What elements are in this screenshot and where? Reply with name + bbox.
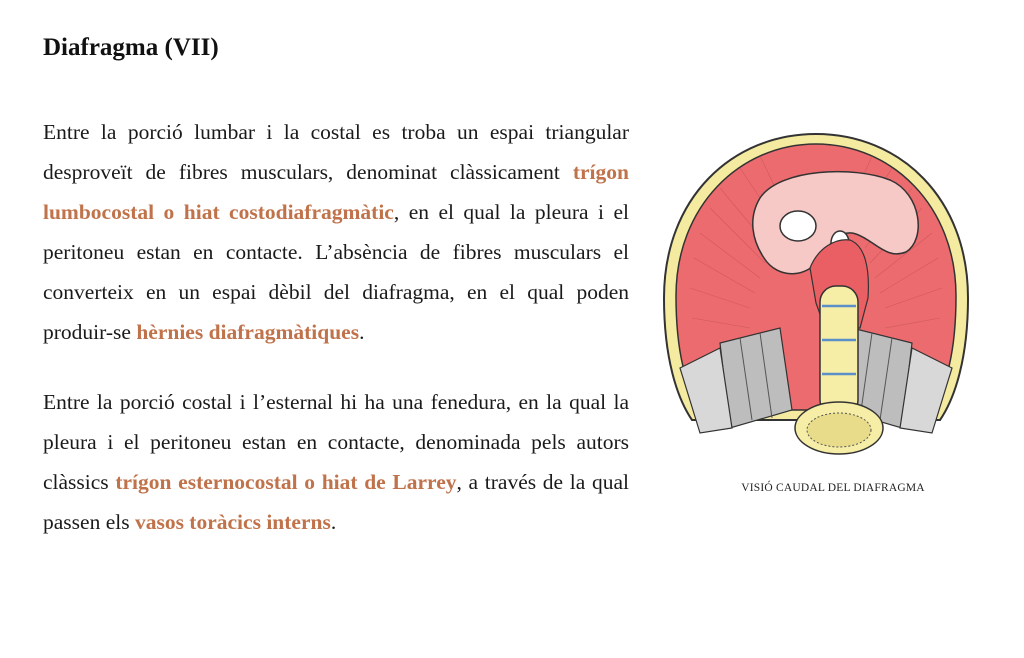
text-column — [43, 112, 629, 542]
figure-caption: VISIÓ CAUDAL DEL DIAFRAGMA — [741, 482, 925, 494]
text-segment: , en el qual la pleura i el peritoneu estan en contacte. L’absència de fibres musculars el converteix en un espai dèbil del diafragma, en el qual poden produir-se — [43, 200, 629, 344]
highlight-hernies: hèrnies diafragmàtiques — [136, 320, 360, 344]
text-segment: Entre la porció costal i l’esternal hi ha una fenedura, en la qual la pleura i el peritoneu estan en contacte, denominada pels autors clàssics — [43, 390, 629, 494]
vertebral-body-cancellous — [807, 413, 871, 447]
text-segment: . — [359, 320, 365, 344]
text-segment: . — [330, 510, 337, 534]
highlight-trigon-esternocostal: trígon esternocostal o hiat de Larrey — [115, 470, 457, 494]
page-title: Diafragma (VII) — [43, 34, 219, 61]
text-segment: , a través de la qual passen els — [43, 470, 629, 534]
highlight-vasos-toracics: vasos toràcics interns — [134, 510, 331, 534]
highlight-trigon-lumbocostal: trígon lumbocostal o hiat costodiafragmàtic — [43, 160, 629, 224]
diaphragm-illustration — [660, 128, 972, 458]
text-segment: Entre la porció lumbar i la costal es troba un espai triangular desproveït de fibres musculars, denominat clàssicament — [43, 120, 629, 184]
paragraph-lumbocostal — [43, 112, 629, 352]
vena-cava-foramen — [780, 211, 816, 241]
paragraph-esternocostal — [43, 382, 629, 542]
